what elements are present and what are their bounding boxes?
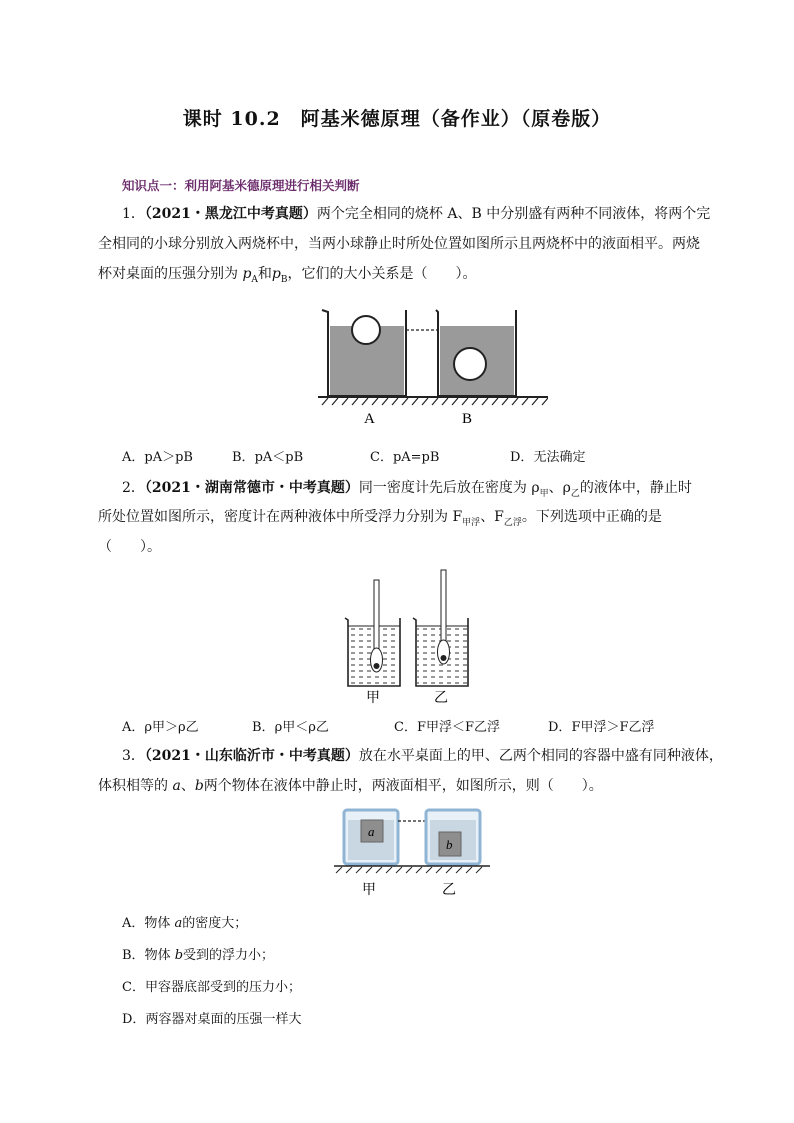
q3-number: 3． bbox=[122, 748, 145, 764]
q1-text1: 两个完全相同的烧杯 A、B 中分别盛有两种不同液体，将两个完 bbox=[316, 206, 711, 222]
q3-text1: 放在水平桌面上的甲、乙两个相同的容器中盛有同种液体， bbox=[358, 748, 723, 764]
q2-text2c: 。下列选项中正确的是 bbox=[521, 509, 662, 525]
q2-fig-label-a: 甲 bbox=[366, 690, 380, 706]
q3-option-a-letter: A． bbox=[122, 916, 145, 931]
q1-ball-a bbox=[352, 316, 380, 344]
q1-figure bbox=[318, 304, 548, 430]
q3-option-b-letter: B． bbox=[122, 948, 145, 963]
q3-var-a: a bbox=[172, 778, 181, 794]
q2-fig-label-b: 乙 bbox=[434, 690, 448, 706]
q1-option-b-text: pA＜pB bbox=[254, 450, 304, 465]
q2-source: （2021・湖南常德市・中考真题） bbox=[144, 480, 359, 496]
q3-option-d-text: 两容器对桌面的压强一样大 bbox=[145, 1012, 302, 1027]
section-heading: 知识点一：利用阿基米德原理进行相关判断 bbox=[122, 178, 360, 193]
q2-text2a: 所处位置如图所示，密度计在两种液体中所受浮力分别为 F bbox=[98, 509, 463, 525]
q3-option-a[interactable] bbox=[122, 912, 247, 931]
q2-hydrometer-a-weight bbox=[374, 663, 380, 669]
q1-option-d-text: 无法确定 bbox=[533, 450, 586, 465]
q1-table-hatch bbox=[322, 398, 548, 405]
q1-pb: p bbox=[271, 266, 281, 282]
q2-sub2: 乙 bbox=[570, 488, 580, 499]
q2-option-b[interactable] bbox=[252, 716, 329, 735]
q1-option-c-letter: C． bbox=[370, 450, 393, 465]
q3-object-b-label: b bbox=[446, 837, 453, 852]
q1-line2: 全相同的小球分别放入两烧杯中，当两小球静止时所处位置如图所示且两烧杯中的液面相平。两烧 bbox=[98, 236, 700, 252]
q2-option-a-letter: A． bbox=[122, 720, 145, 735]
q1-option-c-text: pA=pB bbox=[392, 450, 440, 465]
q3-option-b-var: b bbox=[174, 948, 184, 963]
q3-source: （2021・山东临沂市・中考真题） bbox=[144, 748, 359, 764]
q1-ball-b bbox=[454, 348, 486, 380]
q2-hydrometer-a bbox=[374, 580, 379, 650]
q3-option-a-var: a bbox=[174, 916, 183, 931]
q1-text3c: ，它们的大小关系是（ ）。 bbox=[287, 266, 477, 282]
q1-pa: p bbox=[242, 266, 252, 282]
q2-hydrometer-b-weight bbox=[441, 655, 447, 661]
q3-option-d[interactable] bbox=[122, 1008, 301, 1027]
q1-source: （2021・黑龙江中考真题） bbox=[144, 206, 317, 222]
q2-line2 bbox=[98, 507, 662, 533]
q2-option-d[interactable] bbox=[548, 716, 654, 735]
q2-line1 bbox=[122, 478, 692, 504]
q1-fig-label-a: A bbox=[364, 411, 375, 427]
q2-text2b: 、F bbox=[480, 509, 504, 525]
q3-table-hatch bbox=[336, 867, 482, 873]
q3-option-c[interactable] bbox=[122, 976, 301, 995]
q3-option-b-text: 物体 bbox=[144, 948, 175, 963]
q1-text3b: 和 bbox=[257, 266, 272, 282]
q3-text2b: 、 bbox=[180, 778, 195, 794]
q3-fig-label-a: 甲 bbox=[362, 882, 376, 898]
q3-option-c-text: 甲容器底部受到的压力小； bbox=[144, 980, 301, 995]
q1-fig-label-b: B bbox=[462, 411, 473, 427]
q3-option-d-letter: D． bbox=[122, 1012, 146, 1027]
q2-option-a[interactable] bbox=[122, 716, 199, 735]
q2-line3: （ ）。 bbox=[98, 539, 161, 555]
q3-option-b[interactable] bbox=[122, 944, 274, 963]
q1-option-b[interactable] bbox=[232, 446, 303, 465]
q3-fig-label-b: 乙 bbox=[442, 882, 456, 898]
q1-option-d-letter: D． bbox=[510, 450, 534, 465]
q2-option-d-text: F甲浮＞F乙浮 bbox=[571, 720, 655, 735]
q1-line1 bbox=[122, 204, 710, 224]
q2-text1c: 的液体中，静止时 bbox=[579, 480, 692, 496]
q3-option-b-text2: 受到的浮力小； bbox=[183, 948, 275, 963]
q2-text1b: 、ρ bbox=[548, 480, 571, 496]
q2-option-b-letter: B． bbox=[252, 720, 275, 735]
q1-option-a-letter: A． bbox=[122, 450, 145, 465]
q1-option-a[interactable] bbox=[122, 446, 193, 465]
q3-option-c-letter: C． bbox=[122, 980, 145, 995]
q1-pb-sub: B bbox=[280, 274, 288, 285]
q1-option-a-text: pA＞pB bbox=[144, 450, 193, 465]
q1-option-b-letter: B． bbox=[232, 450, 255, 465]
q3-figure bbox=[334, 804, 490, 900]
q1-line3 bbox=[98, 264, 477, 290]
q3-text2a: 体积相等的 bbox=[98, 778, 173, 794]
q1-text3a: 杯对桌面的压强分别为 bbox=[98, 266, 243, 282]
q3-line1 bbox=[122, 746, 723, 766]
q2-hydrometer-b bbox=[441, 570, 446, 644]
q2-sub1: 甲 bbox=[539, 488, 549, 499]
q1-option-c[interactable] bbox=[370, 446, 439, 465]
q3-text2c: 两个物体在液体中静止时，两液面相平，如图所示，则（ ）。 bbox=[203, 778, 603, 794]
q1-number: 1． bbox=[122, 206, 145, 222]
q2-option-d-letter: D． bbox=[548, 720, 572, 735]
q1-option-d[interactable] bbox=[510, 446, 585, 465]
page-title: 课时 10.2 阿基米德原理（备作业）（原卷版） bbox=[182, 108, 612, 130]
q2-option-c-text: F甲浮＜F乙浮 bbox=[416, 720, 500, 735]
q2-option-c-letter: C． bbox=[394, 720, 417, 735]
q2-option-b-text: ρ甲＜ρ乙 bbox=[274, 720, 329, 735]
q2-number: 2． bbox=[122, 480, 145, 496]
q2-sub3: 甲浮 bbox=[462, 517, 481, 528]
q3-object-a-label: a bbox=[368, 824, 375, 839]
q2-option-c[interactable] bbox=[394, 716, 500, 735]
q3-line2 bbox=[98, 776, 603, 796]
q2-figure bbox=[342, 566, 472, 706]
q2-option-a-text: ρ甲＞ρ乙 bbox=[144, 720, 199, 735]
q3-option-a-text: 物体 bbox=[144, 916, 175, 931]
q2-text1a: 同一密度计先后放在密度为 ρ bbox=[358, 480, 540, 496]
q3-option-a-text2: 的密度大； bbox=[182, 916, 248, 931]
q1-pa-sub: A bbox=[251, 274, 258, 285]
q3-var-b: b bbox=[194, 778, 204, 794]
q2-sub4: 乙浮 bbox=[503, 517, 522, 528]
